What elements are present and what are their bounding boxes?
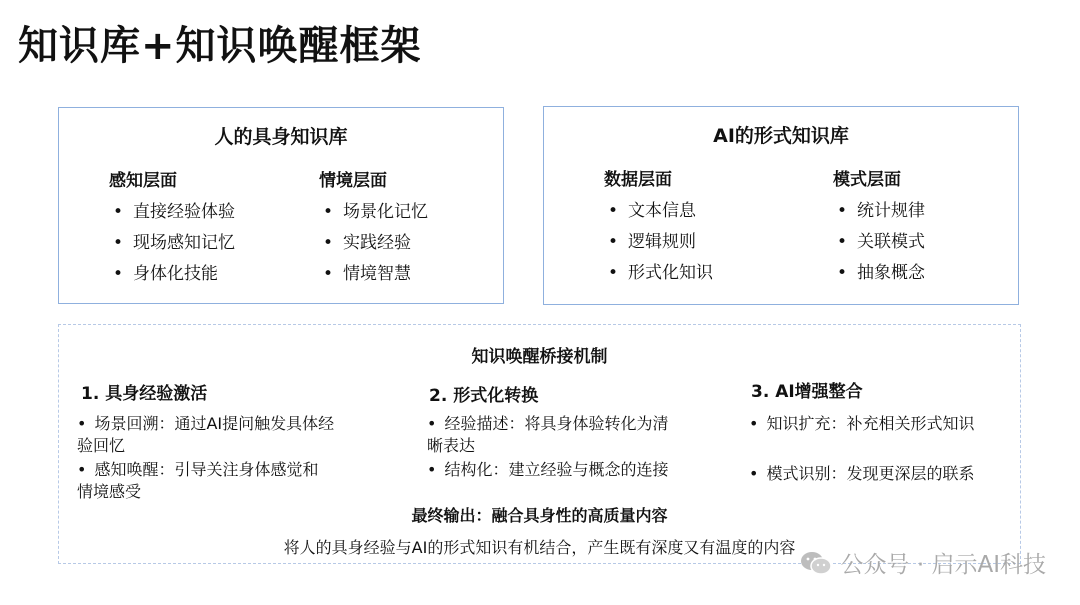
item-line: 验回忆: [77, 436, 126, 455]
list-item: • 感知唤醒：引导关注身体感觉和 情境感受: [77, 460, 319, 501]
list-item: • 经验描述：将具身体验转化为清 晰表达: [427, 414, 669, 455]
data-column: [604, 165, 713, 289]
list-item: • 文本信息: [604, 196, 713, 227]
final-output-heading: 最终输出：融合具身性的高质量内容: [411, 506, 668, 525]
list-item: • 抽象概念: [833, 258, 925, 289]
item-line: 场景回溯：通过AI提问触发具体经: [94, 414, 335, 433]
column-heading: 2. 形式化转换: [429, 386, 539, 406]
list-item: • 逻辑规则: [604, 227, 713, 258]
human-knowledge-title: 人的具身知识库: [214, 126, 348, 148]
ai-knowledge-box: [543, 106, 1019, 305]
item-line: 情境感受: [77, 482, 142, 501]
conversion-column: [429, 381, 538, 406]
column-heading: 情境层面: [319, 171, 387, 191]
watermark-text: 公众号 · 启示AI科技: [840, 552, 1046, 578]
list-item: • 场景回溯：通过AI提问触发具体经 验回忆: [77, 414, 335, 455]
list-item: • 身体化技能: [109, 259, 235, 290]
column-heading: 数据层面: [604, 170, 672, 190]
list-item: • 场景化记忆: [319, 197, 428, 228]
column-heading: 感知层面: [109, 171, 177, 191]
list-item: • 结构化：建立经验与概念的连接: [427, 460, 669, 479]
column-heading: 1. 具身经验激活: [81, 384, 208, 404]
column-heading: 模式层面: [833, 170, 901, 190]
column-heading: 3. AI增强整合: [751, 382, 863, 402]
bridge-mechanism-box: [58, 324, 1021, 564]
item-line: 模式识别：发现更深层的联系: [766, 464, 975, 483]
item-line: 感知唤醒：引导关注身体感觉和: [94, 460, 319, 479]
wechat-icon: [799, 550, 833, 576]
list-item: • 模式识别：发现更深层的联系: [749, 464, 975, 483]
perception-column: [109, 166, 235, 290]
item-line: 晰表达: [427, 436, 476, 455]
human-knowledge-box: [58, 107, 504, 304]
list-item: • 现场感知记忆: [109, 228, 235, 259]
list-item: • 形式化知识: [604, 258, 713, 289]
mechanism-title: 知识唤醒桥接机制: [471, 347, 608, 367]
list-item: • 情境智慧: [319, 259, 428, 290]
ai-knowledge-title: AI的形式知识库: [713, 125, 849, 147]
activation-column: [81, 379, 207, 404]
pattern-column: [833, 165, 925, 289]
context-column: [319, 166, 428, 290]
list-item: • 统计规律: [833, 196, 925, 227]
item-line: 结构化：建立经验与概念的连接: [444, 460, 669, 479]
integration-column: [751, 377, 863, 402]
item-line: 经验描述：将具身体验转化为清: [444, 414, 669, 433]
item-line: 知识扩充：补充相关形式知识: [766, 414, 975, 433]
list-item: • 实践经验: [319, 228, 428, 259]
final-output-description: 将人的具身经验与AI的形式知识有机结合，产生既有深度又有温度的内容: [283, 538, 796, 557]
list-item: • 直接经验体验: [109, 197, 235, 228]
list-item: • 关联模式: [833, 227, 925, 258]
watermark: [799, 546, 1046, 579]
page-title: 知识库+知识唤醒框架: [18, 23, 422, 69]
list-item: • 知识扩充：补充相关形式知识: [749, 414, 975, 433]
